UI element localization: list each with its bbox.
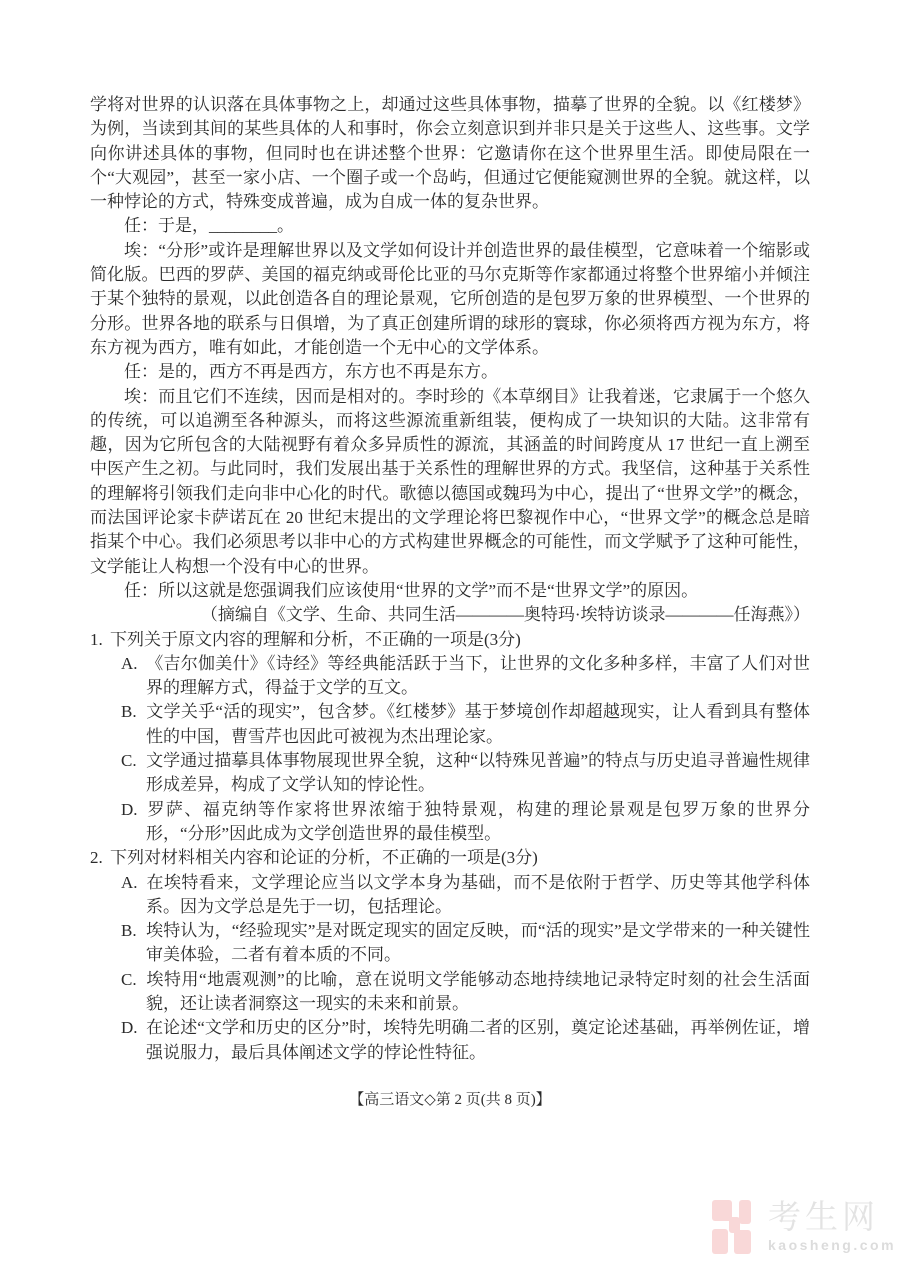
- option-text: 文学通过描摹具体事物展现世界全貌，这种“以特殊见普遍”的特点与历史追寻普遍性规律形成差异，构成了文学认知的悖论性。: [146, 751, 810, 795]
- passage-paragraph: 学将对世界的认识落在具体事物之上，却通过这些具体事物，描摹了世界的全貌。以《红楼梦》为例，当读到其间的某些具体的人和事时，你会立刻意识到并非只是关于这些人、这些事。文学向你讲述具体的事物，但同时也在讲述整个世界：它邀请你在这个世界里生活。即使局限在一个“大观园”，甚至一家小店、一个圈子或一个岛屿，但通过它便能窥测世界的全貌。就这样，以一种悖论的方式，特殊变成普遍，成为自成一体的复杂世界。: [90, 95, 810, 212]
- option-label: D.: [121, 799, 138, 819]
- option-text: 埃特用“地震观测”的比喻，意在说明文学能够动态地持续地记录特定时刻的社会生活面貌，还让读者洞察这一现实的未来和前景。: [146, 969, 810, 1013]
- question-1-option-d: [121, 798, 810, 847]
- question-2-number: 2.: [90, 848, 103, 868]
- passage-paragraph-dialogue-ette: 埃：“分形”或许是理解世界以及文学如何设计并创造世界的最佳模型，它意味着一个缩影或简化版。巴西的罗萨、美国的福克纳或哥伦比亚的马尔克斯等作家都通过将整个世界缩小并倾注于某个独特的景观，以此创造各自的理论景观，它所创造的是包罗万象的世界模型、一个世界的分形。世界各地的联系与日俱增，为了真正创建所谓的球形的寰球，你必须将西方视为东方，将东方视为西方，唯有如此，才能创造一个无中心的文学体系。: [90, 240, 810, 357]
- question-2-option-c: [121, 968, 810, 1017]
- kaosheng-logo-icon: [712, 1200, 758, 1254]
- passage-paragraph-dialogue-ette: 埃：而且它们不连续，因而是相对的。李时珍的《本草纲目》让我着迷，它隶属于一个悠久的传统，可以追溯至各种源头，而将这些源流重新组装，便构成了一块知识的大陆。这非常有趣，因为它所包含的大陆视野有着众多异质性的源流，其涵盖的时间跨度从 17 世纪一直上溯至中医产生之初。与此同时，我们发展出基于关系性的理解世界的方式。我坚信，这种基于关系性的理解将引领我们走向非中心化的时代。歌德以德国或魏玛为中心，提出了“世界文学”的概念，而法国评论家卡萨诺瓦在 20 世纪末提出的文学理论将巴黎视作中心，“世界文学”的概念总是暗指某个中心。我们必须思考以非中心的方式构建世界概念的可能性，而文学赋予了这种可能性，文学能让人构想一个没有中心的世界。: [90, 386, 810, 576]
- option-text: 在埃特看来，文学理论应当以文学本身为基础，而不是依附于哲学、历史等其他学科体系。因为文学总是先于一切，包括理论。: [146, 872, 810, 916]
- question-1-option-b: [121, 700, 810, 749]
- page-footer: 【高三语文◇第 2 页(共 8 页)】: [349, 1092, 551, 1108]
- question-1: [90, 628, 810, 847]
- question-2: [90, 846, 810, 1065]
- exam-content: [90, 93, 810, 1065]
- question-2-option-a: [121, 871, 810, 920]
- question-2-stem: [90, 846, 810, 870]
- option-label: D.: [121, 1018, 138, 1038]
- option-text: 罗萨、福克纳等作家将世界浓缩于独特景观，构建的理论景观是包罗万象的世界分形，“分形”因此成为文学创造世界的最佳模型。: [146, 799, 810, 843]
- question-2-stem-text: 下列对材料相关内容和论证的分析，不正确的一项是(3分): [110, 848, 538, 868]
- passage-paragraph-dialogue-ren: 任：所以这就是您强调我们应该使用“世界的文学”而不是“世界文学”的原因。: [124, 580, 699, 600]
- watermark-site-name: 考生网: [768, 1198, 879, 1235]
- question-1-option-c: [121, 749, 810, 798]
- option-label: A.: [121, 653, 138, 673]
- option-label: B.: [121, 921, 137, 941]
- question-2-option-b: [121, 919, 810, 968]
- question-1-option-a: [121, 652, 810, 701]
- option-text: 《吉尔伽美什》《诗经》等经典能活跃于当下，让世界的文化多种多样，丰富了人们对世界的理解方式，得益于文学的互文。: [146, 653, 810, 698]
- option-label: C.: [121, 969, 137, 989]
- passage-paragraph-dialogue-ren: 任：于是，________。: [124, 216, 294, 236]
- kaosheng-watermark: [712, 1200, 896, 1254]
- option-label: A.: [121, 872, 138, 892]
- option-label: C.: [121, 751, 137, 771]
- option-text: 文学关乎“活的现实”，包含梦。《红楼梦》基于梦境创作却超越现实，让人看到具有整体性的中国，曹雪芹也因此可被视为杰出理论家。: [146, 702, 810, 746]
- passage-paragraph-dialogue-ren: 任：是的，西方不再是西方，东方也不再是东方。: [124, 362, 498, 382]
- question-1-number: 1.: [90, 629, 103, 649]
- watermark-text: [768, 1200, 896, 1253]
- question-1-stem-text: 下列关于原文内容的理解和分析，不正确的一项是(3分): [110, 629, 521, 649]
- question-1-stem: [90, 628, 810, 652]
- passage-citation: （摘编自《文学、生命、共同生活————奥特玛·埃特访谈录————任海燕》）: [200, 605, 810, 625]
- option-text: 埃特认为，“经验现实”是对既定现实的固定反映，而“活的现实”是文学带来的一种关键性审美体验，二者有着本质的不同。: [146, 921, 810, 965]
- watermark-site-domain: kaosheng.com: [768, 1237, 897, 1253]
- question-2-option-d: [121, 1016, 810, 1065]
- option-label: B.: [121, 702, 137, 722]
- option-text: 在论述“文学和历史的区分”时，埃特先明确二者的区别，奠定论述基础，再举例佐证，增强说服力，最后具体阐述文学的悖论性特征。: [146, 1018, 810, 1062]
